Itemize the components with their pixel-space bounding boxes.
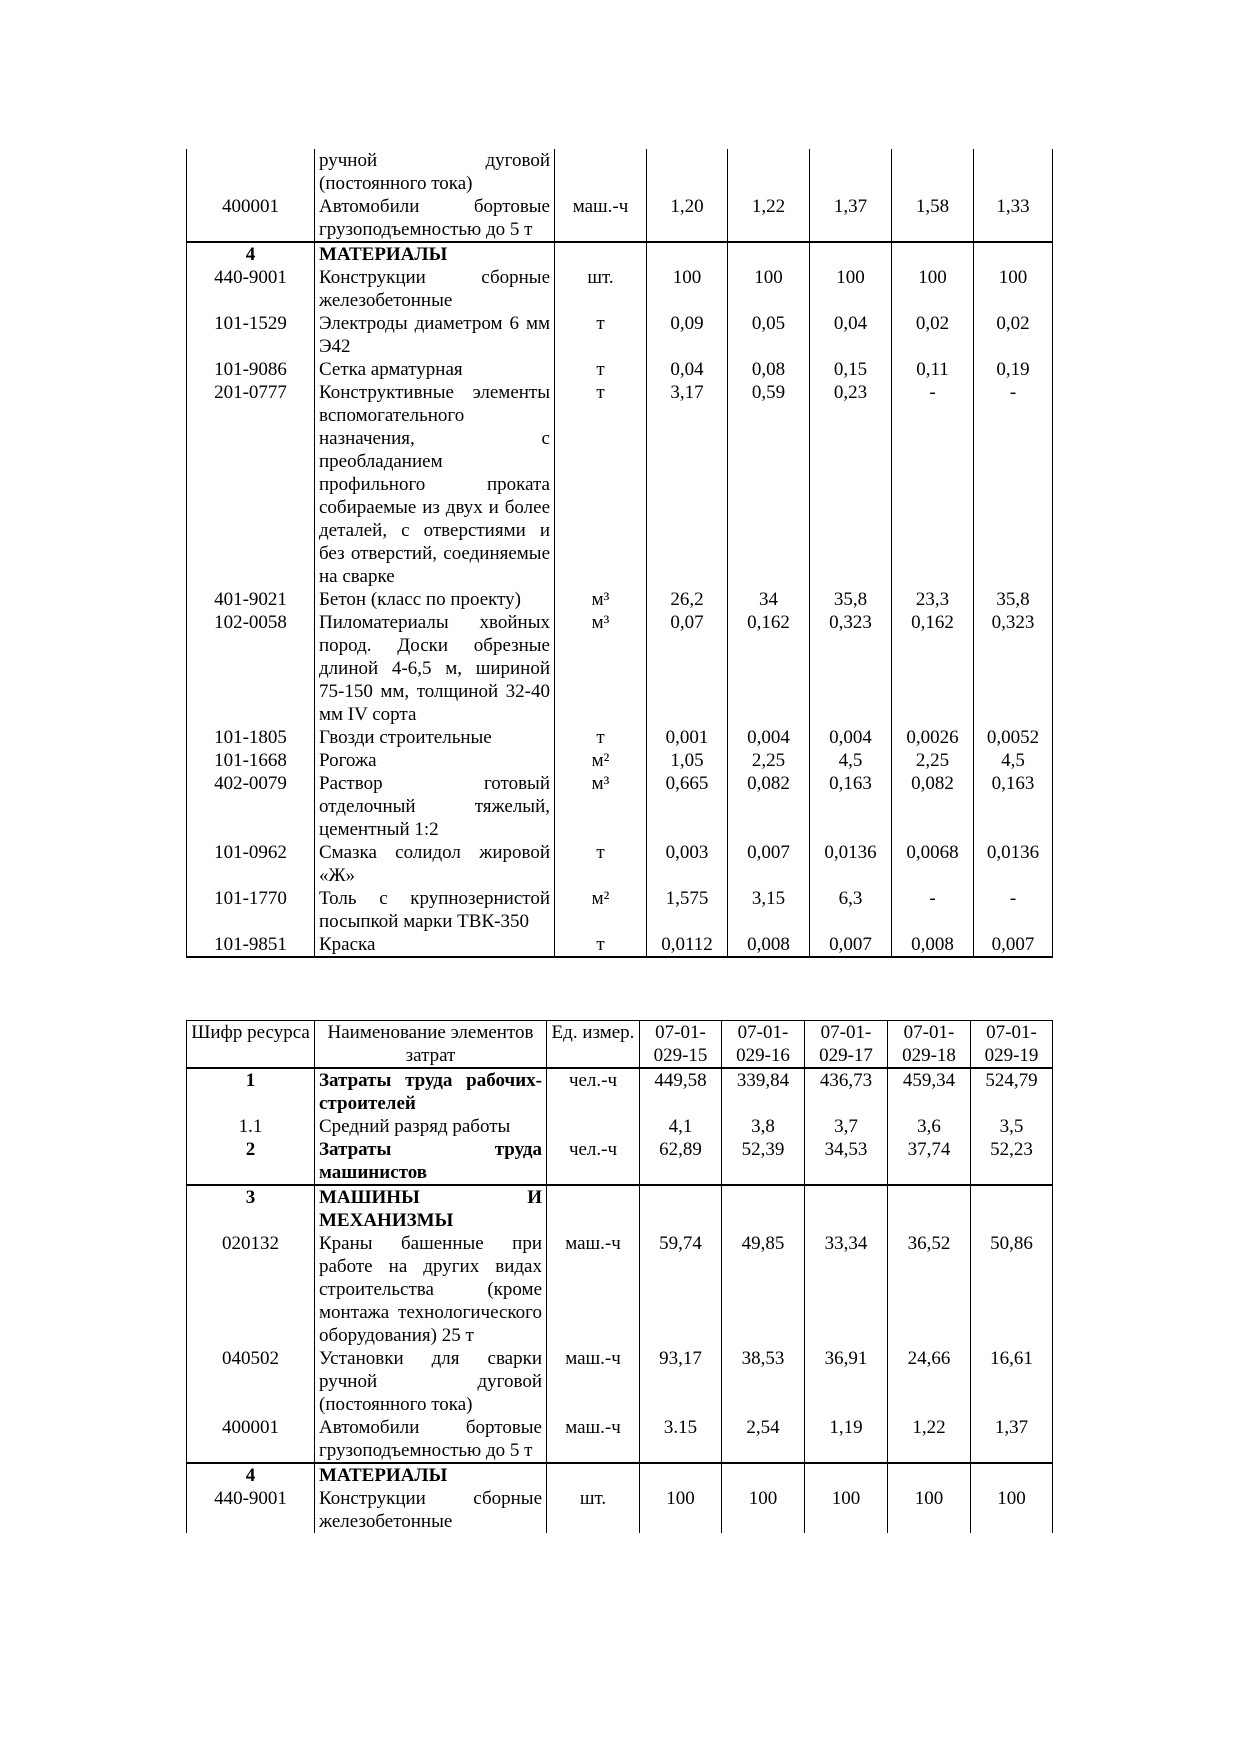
table-row (187, 266, 1053, 312)
value-col-5: 0,323 (974, 611, 1053, 726)
resource-code: 440-9001 (187, 266, 315, 312)
resource-unit: м³ (555, 611, 647, 726)
value-col-3: 0,0136 (810, 841, 892, 887)
table-row (187, 611, 1053, 726)
value-col-3: 0,23 (810, 381, 892, 588)
value-col-4: 36,52 (888, 1232, 971, 1347)
value-col-5 (971, 1463, 1053, 1487)
value-col-4: 0,0068 (892, 841, 974, 887)
resource-code: 2 (187, 1138, 315, 1185)
value-col-5: 0,19 (974, 358, 1053, 381)
resource-unit: т (555, 841, 647, 887)
resource-unit: чел.-ч (547, 1138, 640, 1185)
value-col-4 (892, 242, 974, 266)
value-col-5: 52,23 (971, 1138, 1053, 1185)
header-col-5: 07-01-029-19 (971, 1021, 1053, 1069)
value-col-2: 100 (728, 266, 810, 312)
value-col-2 (722, 1463, 805, 1487)
value-col-3: 34,53 (805, 1138, 888, 1185)
value-col-2: 52,39 (722, 1138, 805, 1185)
value-col-5 (971, 1185, 1053, 1232)
table-row (187, 1185, 1053, 1232)
value-col-1: 62,89 (640, 1138, 722, 1185)
value-col-1: 0,003 (647, 841, 728, 887)
value-col-3: 0,15 (810, 358, 892, 381)
value-col-3: 3,7 (805, 1115, 888, 1138)
resource-code: 101-9086 (187, 358, 315, 381)
table-row (187, 1416, 1053, 1463)
resource-code: 201-0777 (187, 381, 315, 588)
value-col-2: 34 (728, 588, 810, 611)
value-col-4: 100 (892, 266, 974, 312)
resource-code: 401-9021 (187, 588, 315, 611)
value-col-3 (805, 1185, 888, 1232)
table-row (187, 588, 1053, 611)
resource-code: 101-9851 (187, 933, 315, 957)
value-col-2: 3,15 (728, 887, 810, 933)
value-col-4: 0,11 (892, 358, 974, 381)
table-row (187, 358, 1053, 381)
value-col-5: 100 (974, 266, 1053, 312)
value-col-3: 1,19 (805, 1416, 888, 1463)
value-col-1: 4,1 (640, 1115, 722, 1138)
resource-unit: т (555, 933, 647, 957)
resource-code: 440-9001 (187, 1487, 315, 1533)
value-col-1: 26,2 (647, 588, 728, 611)
resource-unit (547, 1185, 640, 1232)
resource-name: Электроды диаметром 6 мм Э42 (315, 312, 555, 358)
value-col-1: 59,74 (640, 1232, 722, 1347)
value-col-5: 16,61 (971, 1347, 1053, 1416)
value-col-1: 3,17 (647, 381, 728, 588)
value-col-4: 1,22 (888, 1416, 971, 1463)
value-col-2: 0,004 (728, 726, 810, 749)
value-col-2: 0,008 (728, 933, 810, 957)
value-col-4: 37,74 (888, 1138, 971, 1185)
value-col-1: 100 (647, 266, 728, 312)
value-col-5: 0,007 (974, 933, 1053, 957)
value-col-4: 2,25 (892, 749, 974, 772)
resource-name: МАТЕРИАЛЫ (315, 242, 555, 266)
value-col-1: 0,001 (647, 726, 728, 749)
resource-code: 1 (187, 1068, 315, 1115)
value-col-1: 0,09 (647, 312, 728, 358)
value-col-5: 50,86 (971, 1232, 1053, 1347)
value-col-1: 0,665 (647, 772, 728, 841)
resource-unit: маш.-ч (547, 1416, 640, 1463)
value-col-2: 0,007 (728, 841, 810, 887)
resource-name: ручной дуговой (постоянного тока) (315, 149, 555, 195)
value-col-1: 0,0112 (647, 933, 728, 957)
table-row (187, 1347, 1053, 1416)
resource-name: Конструкции сборные железобетонные (315, 266, 555, 312)
resource-code (187, 149, 315, 195)
value-col-1 (640, 1463, 722, 1487)
value-col-4: 459,34 (888, 1068, 971, 1115)
value-col-3: 0,04 (810, 312, 892, 358)
resource-name: Автомобили бортовые грузоподъемностью до 5 т (315, 195, 555, 242)
resource-unit (547, 1115, 640, 1138)
header-col-4: 07-01-029-18 (888, 1021, 971, 1069)
value-col-2: 339,84 (722, 1068, 805, 1115)
resource-unit (547, 1463, 640, 1487)
resource-name: Пиломатериалы хвойных пород. Доски обрезные длиной 4-6,5 м, шириной 75-150 мм, толщиной 32-40 мм IV сорта (315, 611, 555, 726)
table-row (187, 381, 1053, 588)
resource-name: Сетка арматурная (315, 358, 555, 381)
resource-name: Затраты труда рабочих-строителей (315, 1068, 547, 1115)
resource-code: 4 (187, 242, 315, 266)
value-col-5: 524,79 (971, 1068, 1053, 1115)
value-col-4: 0,0026 (892, 726, 974, 749)
value-col-2: 0,082 (728, 772, 810, 841)
value-col-5: 0,163 (974, 772, 1053, 841)
value-col-3: 35,8 (810, 588, 892, 611)
value-col-4 (892, 149, 974, 195)
resource-table-continuation (186, 149, 1053, 958)
value-col-5: - (974, 887, 1053, 933)
table-row (187, 1115, 1053, 1138)
resource-unit: т (555, 381, 647, 588)
value-col-2: 3,8 (722, 1115, 805, 1138)
value-col-5: 4,5 (974, 749, 1053, 772)
table-row (187, 933, 1053, 957)
value-col-4: 100 (888, 1487, 971, 1533)
value-col-3: 0,323 (810, 611, 892, 726)
table-row (187, 1463, 1053, 1487)
table-row (187, 195, 1053, 242)
table-row (187, 726, 1053, 749)
value-col-2: 0,08 (728, 358, 810, 381)
resource-name: Гвозди строительные (315, 726, 555, 749)
value-col-5: - (974, 381, 1053, 588)
value-col-3: 4,5 (810, 749, 892, 772)
resource-unit: м² (555, 749, 647, 772)
resource-name: Толь с крупнозернистой посыпкой марки ТВК-350 (315, 887, 555, 933)
value-col-5: 0,0052 (974, 726, 1053, 749)
resource-code: 101-1770 (187, 887, 315, 933)
table-row (187, 841, 1053, 887)
table-row (187, 312, 1053, 358)
value-col-4: - (892, 381, 974, 588)
header-col-2: 07-01-029-16 (722, 1021, 805, 1069)
resource-unit: м² (555, 887, 647, 933)
resource-name: Смазка солидол жировой «Ж» (315, 841, 555, 887)
table-row (187, 749, 1053, 772)
value-col-1: 1,05 (647, 749, 728, 772)
value-col-3: 36,91 (805, 1347, 888, 1416)
value-col-5: 1,33 (974, 195, 1053, 242)
value-col-2 (728, 149, 810, 195)
resource-code: 101-1668 (187, 749, 315, 772)
value-col-3 (810, 149, 892, 195)
table-row (187, 1068, 1053, 1115)
value-col-5 (974, 149, 1053, 195)
value-col-3: 100 (810, 266, 892, 312)
resource-name: Бетон (класс по проекту) (315, 588, 555, 611)
resource-name: МАШИНЫ И МЕХАНИЗМЫ (315, 1185, 547, 1232)
value-col-2: 49,85 (722, 1232, 805, 1347)
resource-code: 101-1529 (187, 312, 315, 358)
value-col-2: 2,25 (728, 749, 810, 772)
table-row (187, 1487, 1053, 1533)
table-row (187, 887, 1053, 933)
resource-code: 1.1 (187, 1115, 315, 1138)
value-col-4: 0,008 (892, 933, 974, 957)
value-col-1: 3.15 (640, 1416, 722, 1463)
resource-code: 040502 (187, 1347, 315, 1416)
value-col-3: 1,37 (810, 195, 892, 242)
resource-name: Средний разряд работы (315, 1115, 547, 1138)
value-col-1: 93,17 (640, 1347, 722, 1416)
table-row (187, 772, 1053, 841)
value-col-4: 24,66 (888, 1347, 971, 1416)
value-col-5: 100 (971, 1487, 1053, 1533)
resource-unit: чел.-ч (547, 1068, 640, 1115)
value-col-5: 35,8 (974, 588, 1053, 611)
resource-name: Конструкции сборные железобетонные (315, 1487, 547, 1533)
resource-name: Краска (315, 933, 555, 957)
value-col-5: 1,37 (971, 1416, 1053, 1463)
resource-table (186, 1020, 1053, 1533)
table-header-row (187, 1021, 1053, 1069)
value-col-3: 100 (805, 1487, 888, 1533)
resource-name: Краны башенные при работе на других видах строительства (кроме монтажа технологического оборудования) 25 т (315, 1232, 547, 1347)
value-col-1: 0,04 (647, 358, 728, 381)
value-col-5 (974, 242, 1053, 266)
value-col-3 (810, 242, 892, 266)
value-col-4: 23,3 (892, 588, 974, 611)
resource-name: Конструктивные элементы вспомогательного назначения, с преобладанием профильного проката собираемые из двух и более деталей, с отверстиями и без отверстий, соединяемые на сварке (315, 381, 555, 588)
value-col-1: 1,20 (647, 195, 728, 242)
value-col-3: 0,004 (810, 726, 892, 749)
resource-code: 4 (187, 1463, 315, 1487)
resource-unit: маш.-ч (555, 195, 647, 242)
table-row (187, 149, 1053, 195)
resource-code: 020132 (187, 1232, 315, 1347)
value-col-2 (728, 242, 810, 266)
value-col-2: 0,59 (728, 381, 810, 588)
resource-unit: т (555, 312, 647, 358)
value-col-3: 33,34 (805, 1232, 888, 1347)
value-col-5: 3,5 (971, 1115, 1053, 1138)
resource-unit: м³ (555, 588, 647, 611)
table-row (187, 1232, 1053, 1347)
value-col-2: 100 (722, 1487, 805, 1533)
value-col-1 (647, 242, 728, 266)
header-name: Наименование элементов затрат (315, 1021, 547, 1069)
value-col-2: 38,53 (722, 1347, 805, 1416)
resource-name: МАТЕРИАЛЫ (315, 1463, 547, 1487)
value-col-2: 2,54 (722, 1416, 805, 1463)
value-col-5: 0,0136 (974, 841, 1053, 887)
resource-code: 101-1805 (187, 726, 315, 749)
resource-code: 400001 (187, 1416, 315, 1463)
value-col-4: 0,082 (892, 772, 974, 841)
resource-unit (555, 242, 647, 266)
resource-name: Автомобили бортовые грузоподъемностью до 5 т (315, 1416, 547, 1463)
resource-code: 3 (187, 1185, 315, 1232)
value-col-4: 0,02 (892, 312, 974, 358)
value-col-4 (888, 1463, 971, 1487)
value-col-2 (722, 1185, 805, 1232)
table-row (187, 1138, 1053, 1185)
header-col-1: 07-01-029-15 (640, 1021, 722, 1069)
resource-name: Рогожа (315, 749, 555, 772)
resource-unit: шт. (547, 1487, 640, 1533)
value-col-3: 436,73 (805, 1068, 888, 1115)
value-col-2: 0,162 (728, 611, 810, 726)
value-col-2: 0,05 (728, 312, 810, 358)
resource-unit: т (555, 726, 647, 749)
value-col-4: - (892, 887, 974, 933)
value-col-3: 6,3 (810, 887, 892, 933)
value-col-4: 3,6 (888, 1115, 971, 1138)
value-col-3 (805, 1463, 888, 1487)
value-col-1: 100 (640, 1487, 722, 1533)
resource-unit: маш.-ч (547, 1232, 640, 1347)
value-col-4: 1,58 (892, 195, 974, 242)
header-col-3: 07-01-029-17 (805, 1021, 888, 1069)
value-col-1 (647, 149, 728, 195)
resource-code: 102-0058 (187, 611, 315, 726)
resource-unit: шт. (555, 266, 647, 312)
value-col-1: 0,07 (647, 611, 728, 726)
value-col-4: 0,162 (892, 611, 974, 726)
value-col-2: 1,22 (728, 195, 810, 242)
header-unit: Ед. измер. (547, 1021, 640, 1069)
resource-unit: т (555, 358, 647, 381)
header-code: Шифр ресурса (187, 1021, 315, 1069)
resource-unit: м³ (555, 772, 647, 841)
value-col-5: 0,02 (974, 312, 1053, 358)
value-col-1: 1,575 (647, 887, 728, 933)
resource-unit (555, 149, 647, 195)
resource-name: Установки для сварки ручной дуговой (постоянного тока) (315, 1347, 547, 1416)
resource-code: 400001 (187, 195, 315, 242)
resource-code: 402-0079 (187, 772, 315, 841)
table-row (187, 242, 1053, 266)
resource-unit: маш.-ч (547, 1347, 640, 1416)
resource-name: Раствор готовый отделочный тяжелый, цементный 1:2 (315, 772, 555, 841)
value-col-4 (888, 1185, 971, 1232)
resource-name: Затраты труда машинистов (315, 1138, 547, 1185)
value-col-1 (640, 1185, 722, 1232)
value-col-3: 0,007 (810, 933, 892, 957)
value-col-3: 0,163 (810, 772, 892, 841)
resource-code: 101-0962 (187, 841, 315, 887)
value-col-1: 449,58 (640, 1068, 722, 1115)
